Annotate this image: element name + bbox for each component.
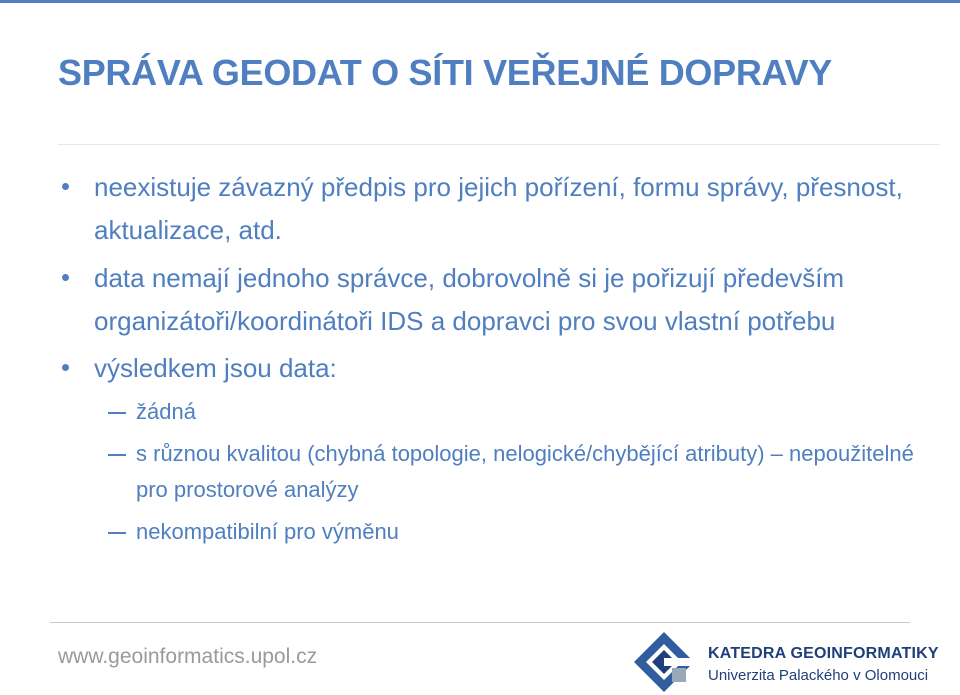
bullet-text: neexistuje závazný předpis pro jejich pořízení, formu správy, přesnost, aktualizace, atd. <box>94 172 903 245</box>
bullet-text: data nemají jednoho správce, dobrovolně si je pořizují především organizátoři/koordinátoři IDS a dopravci pro svou vlastní potřebu <box>94 263 845 336</box>
bullet-dot-icon <box>62 183 69 190</box>
sub-item <box>58 514 918 550</box>
dash-icon <box>108 454 126 456</box>
sub-item-text: nekompatibilní pro výměnu <box>136 519 399 544</box>
footer-url[interactable]: www.geoinformatics.upol.cz <box>58 645 318 668</box>
sub-item <box>58 394 918 430</box>
bullet-item <box>58 257 918 343</box>
sub-item <box>58 436 918 508</box>
slide-title: SPRÁVA GEODAT O SÍTI VEŘEJNÉ DOPRAVY <box>58 52 832 93</box>
geoinformatics-logo-icon <box>632 630 696 694</box>
bullet-dot-icon <box>62 274 69 281</box>
title-divider <box>58 144 940 145</box>
sub-item-text: s různou kvalitou (chybná topologie, nelogické/chybějící atributy) – nepoužitelné pro prostorové analýzy <box>136 441 914 502</box>
slide-content <box>58 166 918 550</box>
bullet-dot-icon <box>62 364 69 371</box>
bullet-item <box>58 166 918 252</box>
logo-title: KATEDRA GEOINFORMATIKY <box>708 645 939 662</box>
dash-icon <box>108 532 126 534</box>
logo-subtitle: Univerzita Palackého v Olomouci <box>708 667 929 684</box>
top-border <box>0 0 960 3</box>
sub-item-text: žádná <box>136 399 196 424</box>
bullet-item <box>58 347 918 390</box>
footer-divider <box>50 622 910 623</box>
bullet-text: výsledkem jsou data: <box>94 353 337 383</box>
dash-icon <box>108 412 126 414</box>
